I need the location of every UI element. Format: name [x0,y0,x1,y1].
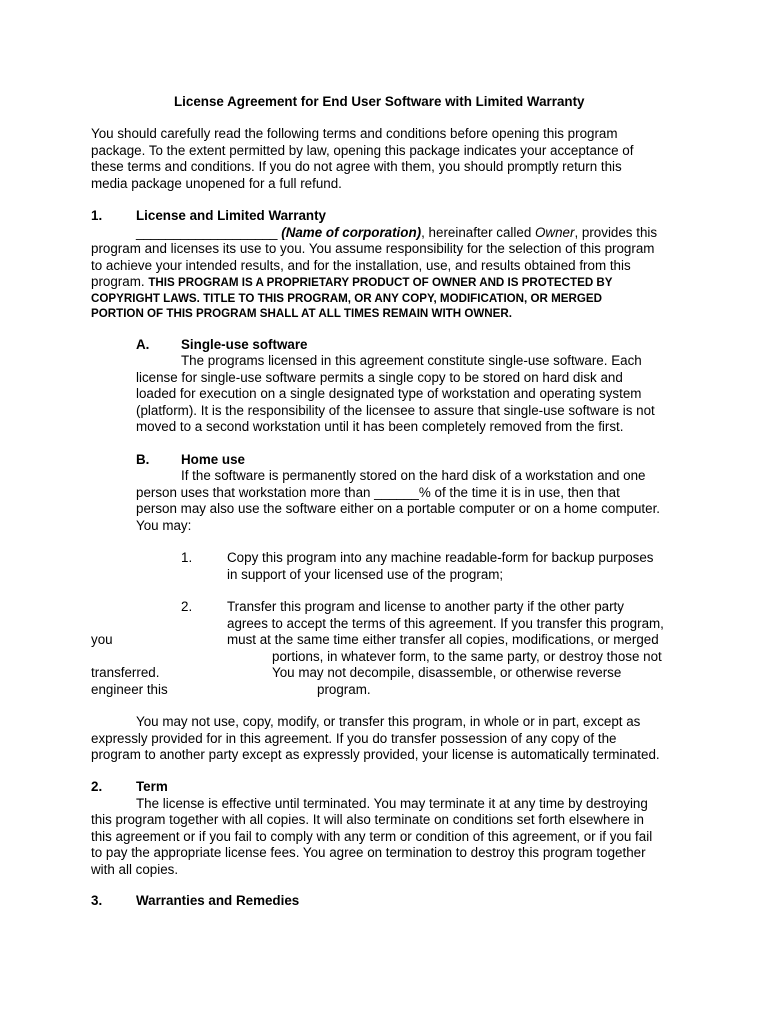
section-3-number: 3. [91,893,103,908]
text-fragment: , hereinafter called [421,224,535,240]
intro-line: package. To the extent permitted by law, opening this package indicates your acceptance of [91,142,634,158]
subsection-b-line: person may also use the software either on a portable computer or on a home computer. [136,501,661,516]
section-1-heading: License and Limited Warranty [136,208,326,223]
proprietary-notice: PORTION OF THIS PROGRAM SHALL AT ALL TIMES REMAIN WITH OWNER. [91,307,513,320]
subsection-b-line: person uses that workstation more than ______% of the time it is in use, then that [136,484,620,500]
section-1-line: program and licenses its use to you. You assume responsibility for the selection of this program [91,241,655,256]
section-1-first-line [136,225,657,241]
subsection-a-heading: Single-use software [181,337,308,352]
list-item-line: Copy this program into any machine readable-form for backup purposes [227,550,654,565]
text-fragment: , provides this [574,224,658,240]
section-2-line: with all copies. [91,861,179,877]
owner-term: Owner [535,224,575,240]
list-item-wrap-right: program. [317,681,371,697]
list-item-wrap-right: You may not decompile, disassemble, or otherwise reverse [272,665,622,680]
intro-line: these terms and conditions. If you do not agree with them, you should promptly return this [91,159,622,174]
subsection-b-line: If the software is permanently stored on the hard disk of a workstation and one [181,468,646,483]
text-fragment: program. [91,274,145,289]
intro-line: media package unopened for a full refund. [91,175,342,191]
subsection-a-line: loaded for execution on a single designated type of workstation and operating system [136,386,642,401]
subsection-a-line: (platform). It is the responsibility of the licensee to assure that single-use software is not [136,402,655,418]
subsection-a-letter: A. [136,337,150,352]
subsection-b-heading: Home use [181,452,245,467]
subsection-a-line: license for single-use software permits a single copy to be stored on hard disk and [136,369,623,385]
list-item-wrap-left: engineer this [91,681,168,697]
list-item-wrap-left: transferred. [91,665,160,680]
section-1-number: 1. [91,208,103,223]
section-1-line [91,274,613,291]
document-title: License Agreement for End User Software with Limited Warranty [174,94,585,109]
section-2-line: The license is effective until terminated. You may terminate it at any time by destroying [136,795,648,811]
section-3-heading: Warranties and Remedies [136,893,300,908]
subsection-a-line: moved to a second workstation until it has been completely removed from the first. [136,419,624,434]
section-2-line: this agreement or if you fail to comply with any term or condition of this agreement, or if you fail [91,828,653,844]
corporation-name-blank: ___________________ [136,224,278,240]
proprietary-notice: COPYRIGHT LAWS. TITLE TO THIS PROGRAM, OR ANY COPY, MODIFICATION, OR MERGED [91,291,603,305]
list-item-line: Transfer this program and license to another party if the other party [227,599,624,614]
list-item-line: agrees to accept the terms of this agreement. If you transfer this program, [227,615,664,631]
corporation-name-label: (Name of corporation) [281,224,422,240]
subsection-b-letter: B. [136,452,150,467]
section-2-line: to pay the appropriate license fees. You agree on termination to destroy this program together [91,845,646,860]
section-2-line: this program together with all copies. It will also terminate on conditions set forth elsewhere in [91,812,645,827]
list-item-line: in support of your licensed use of the program; [227,566,504,582]
list-item-wrap-right: must at the same time either transfer all copies, modifications, or merged [227,632,659,647]
closing-line: You may not use, copy, modify, or transfer this program, in whole or in part, except as [136,714,641,729]
section-1-line: to achieve your intended results, and for the installation, use, and results obtained from this [91,257,631,273]
subsection-b-line: You may: [136,517,192,533]
section-2-heading: Term [136,779,168,794]
list-item-wrap-left: you [91,632,113,647]
intro-line: You should carefully read the following terms and conditions before opening this program [91,126,618,141]
list-item-wrap-right: portions, in whatever form, to the same party, or destroy those not [272,648,662,664]
subsection-a-line: The programs licensed in this agreement constitute single-use software. Each [181,353,642,368]
section-2-number: 2. [91,779,103,794]
list-item-number: 2. [181,599,193,614]
closing-line: program to another party except as expressly provided, your license is automatically terminated. [91,747,660,762]
proprietary-notice: THIS PROGRAM IS A PROPRIETARY PRODUCT OF OWNER AND IS PROTECTED BY [148,276,613,289]
list-item-number: 1. [181,550,193,565]
closing-line: expressly provided for in this agreement. If you do transfer possession of any copy of the [91,730,617,746]
